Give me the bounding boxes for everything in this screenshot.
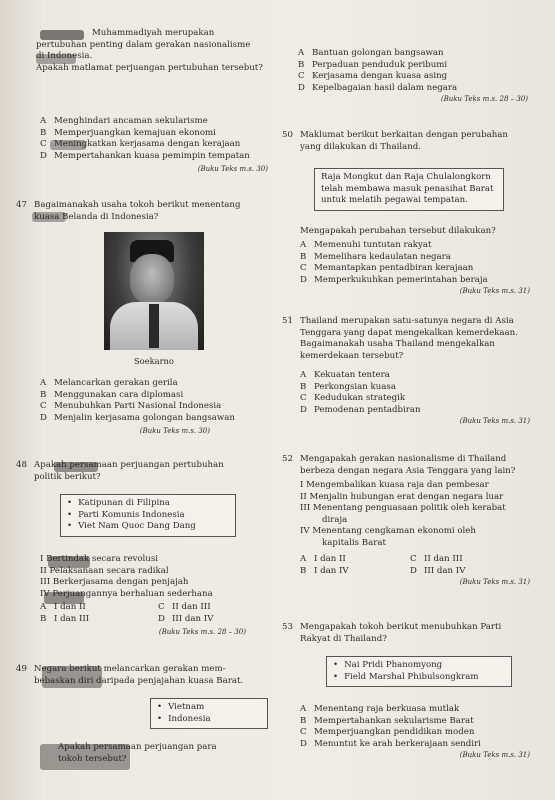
option[interactable]: D Menjalin kerjasama golongan bangsawan bbox=[40, 412, 235, 423]
photo-caption: Soekarno bbox=[134, 356, 174, 366]
statement: IV Perjuangannya berhaluan sederhana bbox=[40, 588, 213, 599]
ink-smear bbox=[36, 54, 76, 64]
option[interactable]: B Perkongsian kuasa bbox=[300, 381, 396, 392]
box-line: untuk melatih pegawai tempatan. bbox=[321, 195, 468, 206]
option[interactable]: A Melancarkan gerakan gerila bbox=[40, 378, 178, 388]
stem-line: Tenggara yang dapat mengekalkan kemerdekaan. bbox=[300, 327, 518, 338]
option[interactable]: A I dan II bbox=[300, 554, 346, 564]
option[interactable]: C Menubuhkan Parti Nasional Indonesia bbox=[40, 401, 222, 412]
option[interactable]: D Menuntut ke arah berkerajaan sendiri bbox=[300, 738, 481, 749]
stem-line: Negara berikut melancarkan gerakan mem- bbox=[34, 664, 226, 674]
stem-line: Muhammadiyah merupakan bbox=[92, 28, 215, 38]
stem-line: Bagaimanakah usaha Thailand mengekalkan bbox=[300, 339, 495, 350]
option[interactable]: C II dan III bbox=[410, 554, 463, 564]
option[interactable]: B Memelihara kedaulatan negara bbox=[300, 251, 451, 262]
ink-smear bbox=[40, 30, 84, 40]
source-reference: (Buku Teks m.s. 30) bbox=[197, 165, 268, 174]
box-item: • Katipunan di Filipina bbox=[67, 498, 229, 510]
question-52-options bbox=[300, 554, 536, 589]
stem-line: Maklumat berikut berkaitan dengan perubahan bbox=[300, 130, 508, 140]
source-reference: (Buku Teks m.s. 28 – 30) bbox=[440, 95, 528, 104]
question-49-box bbox=[150, 698, 268, 729]
question-52-statements bbox=[300, 480, 536, 550]
previous-question-options bbox=[298, 48, 534, 106]
option[interactable]: B Mempertahankan sekularisme Barat bbox=[300, 715, 474, 726]
option[interactable]: A Kekuatan tentera bbox=[300, 370, 390, 380]
stem-line: Rakyat di Thailand? bbox=[300, 633, 387, 644]
statement: I Mengembalikan kuasa raja dan pembesar bbox=[300, 480, 489, 490]
option[interactable]: A Memenuhi tuntutan rakyat bbox=[300, 240, 432, 250]
option[interactable]: A I dan II bbox=[40, 602, 86, 612]
question-48-options bbox=[40, 602, 270, 639]
question-53-options bbox=[300, 704, 536, 762]
statement: I Bertindak secara revolusi bbox=[40, 554, 158, 564]
option[interactable]: D Memperkukuhkan pemerintahan beraja bbox=[300, 274, 488, 285]
ink-smear bbox=[48, 556, 90, 568]
option[interactable]: B Menggunakan cara diplomasi bbox=[40, 389, 184, 400]
stem-line: Apakah persamaan perjuangan para bbox=[58, 742, 217, 752]
stem-line: kemerdekaan tersebut? bbox=[300, 350, 404, 361]
option[interactable]: A Bantuan golongan bangsawan bbox=[298, 48, 444, 58]
question-50-options bbox=[300, 240, 536, 298]
stem-line: kuasa Belanda di Indonesia? bbox=[34, 211, 159, 222]
question-number: 53 bbox=[282, 622, 293, 632]
option[interactable]: B Memperjuangkan kemajuan ekonomi bbox=[40, 127, 216, 138]
ink-smear bbox=[50, 140, 86, 150]
stem-line: Apakah persamaan perjuangan pertubuhan bbox=[34, 460, 224, 470]
stem-line: di Indonesia. bbox=[36, 51, 93, 62]
option[interactable]: C Memperjuangkan pendidikan moden bbox=[300, 727, 475, 738]
box-item: • Field Marshal Phibulsongkram bbox=[333, 672, 505, 684]
statement: kapitalis Barat bbox=[322, 537, 386, 548]
box-item: • Vietnam bbox=[157, 702, 261, 714]
ink-smear bbox=[42, 666, 102, 688]
source-reference: (Buku Teks m.s. 31) bbox=[459, 578, 530, 587]
question-50-question bbox=[300, 226, 536, 238]
question-48-box bbox=[60, 494, 236, 537]
face-shape bbox=[130, 254, 174, 304]
option[interactable]: D Pemodenan pentadbiran bbox=[300, 404, 421, 415]
option[interactable]: C Memantapkan pentadbiran kerajaan bbox=[300, 263, 474, 274]
ink-smear bbox=[40, 744, 130, 770]
box-item: • Indonesia bbox=[157, 714, 261, 726]
box-line: Raja Mongkut dan Raja Chulalongkorn bbox=[321, 172, 491, 182]
box-item: • Viet Nam Quoc Dang Dang bbox=[67, 521, 229, 533]
question-number: 51 bbox=[282, 316, 293, 326]
option[interactable]: C II dan III bbox=[158, 602, 211, 612]
source-reference: (Buku Teks m.s. 30) bbox=[139, 427, 210, 436]
statement: diraja bbox=[322, 514, 348, 525]
ink-smear bbox=[44, 592, 84, 604]
stem-line: Apakah matlamat perjuangan pertubuhan tersebut? bbox=[36, 62, 263, 73]
ink-smear bbox=[54, 462, 98, 472]
stem-line: politik berikut? bbox=[34, 471, 101, 482]
stem-line: Thailand merupakan satu-satunya negara di Asia bbox=[300, 316, 514, 326]
box-line: telah membawa masuk penasihat Barat bbox=[321, 183, 494, 194]
source-reference: (Buku Teks m.s. 31) bbox=[459, 751, 530, 760]
option[interactable]: C Kerjasama dengan kuasa asing bbox=[298, 71, 448, 82]
ink-smear bbox=[32, 212, 66, 222]
statement: III Menentang penguasaan politik oleh kerabat bbox=[300, 503, 506, 514]
stem-line: tokoh tersebut? bbox=[58, 753, 127, 764]
option[interactable]: B Perpaduan penduduk peribumi bbox=[298, 59, 448, 70]
question-47-options bbox=[40, 378, 270, 438]
question-number: 50 bbox=[282, 130, 293, 140]
source-reference: (Buku Teks m.s. 31) bbox=[459, 417, 530, 426]
stem-line: yang dilakukan di Thailand. bbox=[300, 141, 421, 152]
question-51-options bbox=[300, 370, 536, 428]
option[interactable]: A Menghindari ancaman sekularisme bbox=[40, 116, 208, 126]
box-item: • Nai Pridi Phanomyong bbox=[333, 660, 505, 672]
tie-shape bbox=[149, 304, 159, 348]
option[interactable]: C Kedudukan strategik bbox=[300, 393, 406, 404]
option[interactable]: D Mempertahankan kuasa pemimpin tempatan bbox=[40, 150, 250, 161]
stem-line: Mengapakah gerakan nasionalisme di Thailand bbox=[300, 454, 507, 464]
option[interactable]: A Menentang raja berkuasa mutlak bbox=[300, 704, 460, 714]
question-53-stem bbox=[282, 622, 536, 645]
statement: II Pelaksanaan secara radikal bbox=[40, 565, 169, 576]
question-number: 48 bbox=[16, 460, 27, 470]
stem-line: pertubuhan penting dalam gerakan nasionalisme bbox=[36, 39, 251, 50]
option[interactable]: B I dan IV bbox=[300, 565, 349, 576]
stem-line: Bagaimanakah usaha tokoh berikut menentang bbox=[34, 200, 241, 210]
question-53-box bbox=[326, 656, 512, 687]
stem-line: Mengapakah perubahan tersebut dilakukan? bbox=[300, 226, 496, 236]
box-item: • Parti Komunis Indonesia bbox=[67, 510, 229, 522]
stem-line: berbeza dengan negara Asia Tenggara yang lain? bbox=[300, 465, 516, 476]
option[interactable]: D Kepelbagaian hasil dalam negara bbox=[298, 82, 458, 93]
option[interactable]: D III dan IV bbox=[158, 613, 214, 624]
option[interactable]: D III dan IV bbox=[410, 565, 466, 576]
question-51-stem bbox=[282, 316, 536, 362]
source-reference: (Buku Teks m.s. 28 – 30) bbox=[158, 628, 246, 637]
option[interactable]: C Meningkatkan kerjasama dengan kerajaan bbox=[40, 139, 241, 150]
statement: IV Menentang cengkaman ekonomi oleh bbox=[300, 526, 476, 537]
statement: II Menjalin hubungan erat dengan negara luar bbox=[300, 491, 504, 502]
source-reference: (Buku Teks m.s. 31) bbox=[459, 287, 530, 296]
question-number: 52 bbox=[282, 454, 293, 464]
stem-line: bebaskan diri daripada penjajahan kuasa Barat. bbox=[34, 675, 244, 686]
stem-line: Mengapakah tokoh berikut menubuhkan Parti bbox=[300, 622, 502, 632]
question-number: 47 bbox=[16, 200, 27, 210]
question-50-box bbox=[314, 168, 504, 211]
option[interactable]: B I dan III bbox=[40, 613, 90, 624]
question-52-stem bbox=[282, 454, 536, 477]
question-number: 49 bbox=[16, 664, 27, 674]
statement: III Berkerjasama dengan penjajah bbox=[40, 577, 189, 588]
question-50-stem bbox=[282, 130, 536, 153]
soekarno-portrait bbox=[104, 232, 204, 350]
